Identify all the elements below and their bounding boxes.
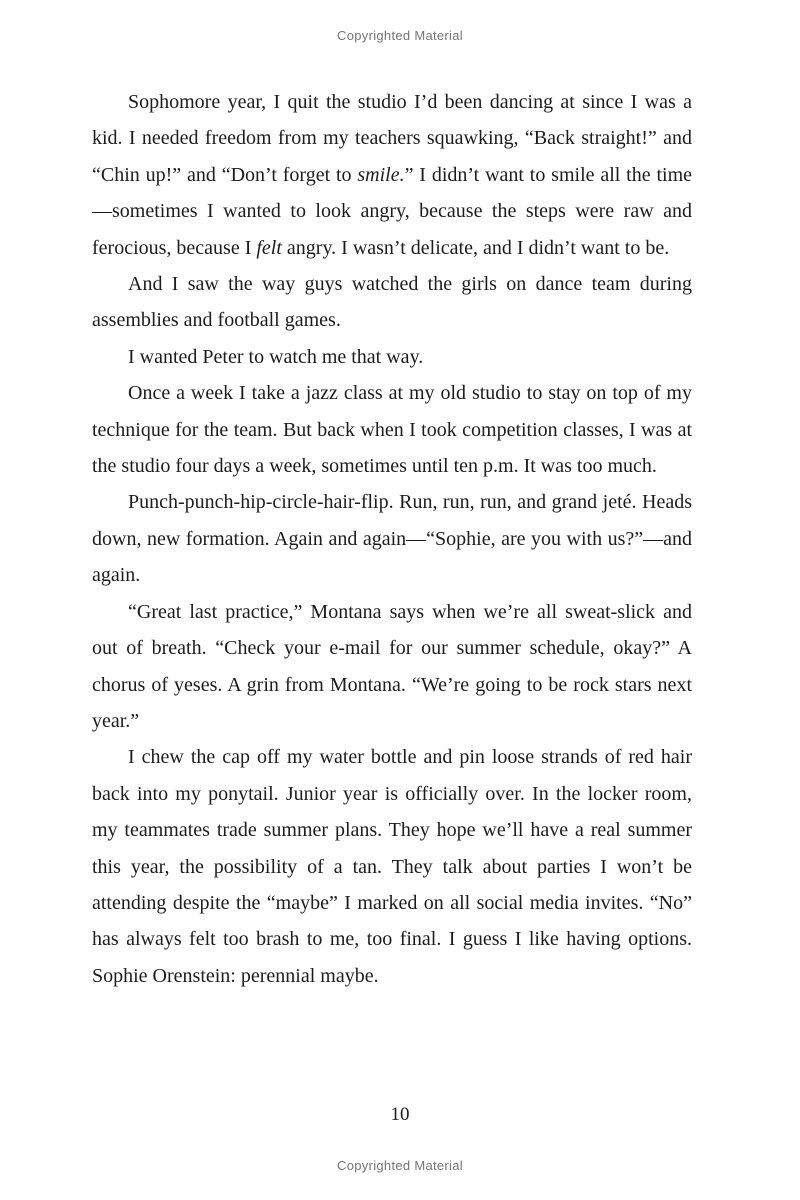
paragraph xyxy=(92,375,692,484)
paragraph xyxy=(92,84,692,266)
page-number: 10 xyxy=(390,1104,410,1125)
body-text: angry. I wasn’t delicate, and I didn’t want to be. xyxy=(281,236,670,259)
paragraph xyxy=(92,339,692,375)
body-text: I wanted Peter to watch me that way. xyxy=(128,345,424,368)
paragraph xyxy=(92,594,692,740)
body-text: Sophomore year, I quit the studio I’d been dancing at since I was a kid. I needed freedom from my teachers squawking, “Back straight!” and “Chin up!” and “Don’t forget to xyxy=(92,91,692,186)
body-text: ” I didn’t want to smile all the time—sometimes I wanted to look angry, because the steps were raw and ferocious, because I xyxy=(92,163,693,259)
paragraph xyxy=(92,484,692,593)
copyright-notice-bottom: Copyrighted Material xyxy=(337,1158,463,1173)
body-text: “Great last practice,” Montana says when we’re all sweat-slick and out of breath. “Check your e-mail for our summer schedule, okay?” A chorus of yeses. A grin from Montana. “We’re going to be rock stars next year.” xyxy=(92,600,692,732)
body-text: Once a week I take a jazz class at my old studio to stay on top of my technique for the team. But back when I took competition classes, I was at the studio four days a week, sometimes until ten p.m. It was too much. xyxy=(92,382,692,478)
body-text: I chew the cap off my water bottle and pin loose strands of red hair back into my ponytail. Junior year is officially over. In the locker room, my teammates trade summer plans. They hope we’ll have a real summer this year, the possibility of a tan. They talk about parties I won’t be attending despite the “maybe” I marked on all social media invites. “No” has always felt too brash to me, too final. I guess I like having options. Sophie Orenstein: perennial maybe. xyxy=(92,746,692,987)
italic-text: smile. xyxy=(357,163,405,186)
body-text: Punch-punch-hip-circle-hair-flip. Run, run, run, and grand jeté. Heads down, new formation. Again and again—“Sophie, are you with us?”—and again. xyxy=(92,491,692,587)
italic-text: felt xyxy=(256,236,282,259)
page-text xyxy=(92,84,692,994)
paragraph xyxy=(92,266,692,339)
copyright-notice-top: Copyrighted Material xyxy=(337,28,463,43)
body-text: And I saw the way guys watched the girls on dance team during assemblies and football games. xyxy=(92,273,692,332)
paragraph xyxy=(92,739,692,994)
